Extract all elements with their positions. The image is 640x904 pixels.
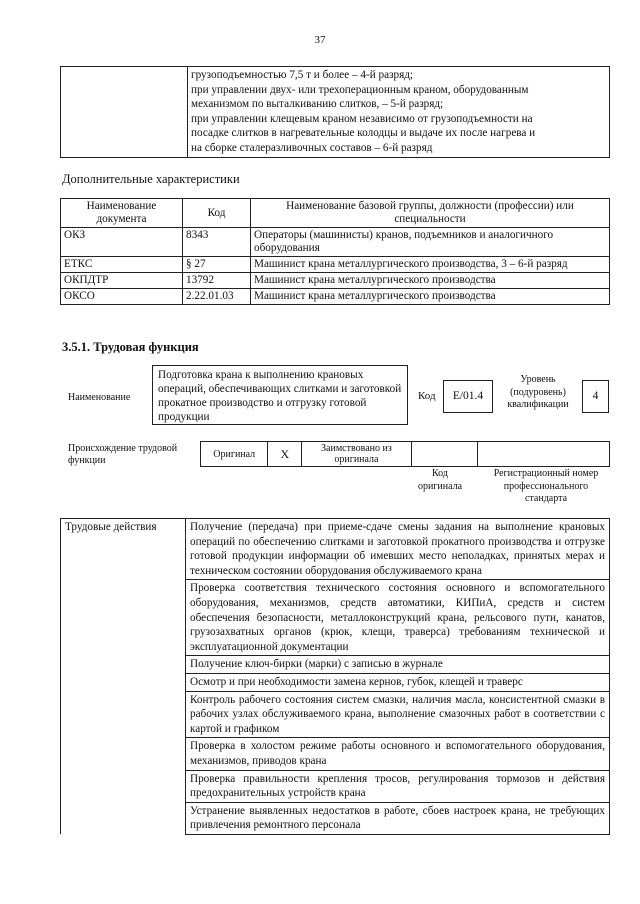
name-cell: Машинист крана металлургического производства xyxy=(251,289,610,305)
reg-number-caption: Регистрационный номер профессионального стандарта xyxy=(493,468,599,504)
origin-original-label: Оригинал xyxy=(201,442,268,467)
origin-label: Происхождение трудовой функции xyxy=(68,443,178,466)
continuation-line: посадке слитков в нагревательные колодцы и выдаче их после нагрева и xyxy=(191,127,536,140)
doc-cell: ЕТКС xyxy=(61,257,183,273)
labour-actions-table xyxy=(60,518,610,835)
labour-action-item: Проверка в холостом режиме работы основного и вспомогательного оборудования, механизмов, приводов крана xyxy=(186,738,610,770)
table-row xyxy=(61,289,610,305)
section-title: 3.5.1. Трудовая функция xyxy=(62,340,199,354)
continuation-line: механизмом по выталкиванию слитков, – 5-й разряд; xyxy=(191,98,444,111)
header-code: Код xyxy=(183,199,251,228)
origin-original-mark: X xyxy=(268,442,302,467)
doc-cell: ОКПДТР xyxy=(61,273,183,289)
code-cell: § 27 xyxy=(183,257,251,273)
labour-action-item: Получение ключ-бирки (марки) с записью в журнале xyxy=(186,656,610,674)
name-cell: Машинист крана металлургического производства, 3 – 6-й разряд xyxy=(251,257,610,273)
labour-action-item: Контроль рабочего состояния систем смазки, наличия масла, консистентной смазки в рабочих узлах обслуживаемого крана, выполнение смазочных работ в соответствии с картой и графиком xyxy=(186,691,610,738)
function-code-value: E/01.4 xyxy=(443,380,493,413)
origin-borrowed-label: Заимствовано из оригинала xyxy=(302,442,411,467)
origin-table xyxy=(200,441,610,467)
table-row xyxy=(61,228,610,257)
continuation-text-cell xyxy=(188,67,610,158)
additional-characteristics-table xyxy=(60,198,610,305)
name-cell: Машинист крана металлургического производства xyxy=(251,273,610,289)
doc-cell: ОКЗ xyxy=(61,228,183,257)
function-name-value: Подготовка крана к выполнению крановых операций, обеспечивающих слитками и заготовкой прокатное производство и отгрузку готовой продукции xyxy=(152,365,408,425)
continuation-line: на сборке сталеразливочных составов – 6-й разряд xyxy=(191,141,433,154)
code-cell: 8343 xyxy=(183,228,251,257)
continuation-empty-cell xyxy=(61,67,188,158)
function-name-label: Наименование xyxy=(68,392,131,403)
continuation-line: грузоподъемностью 7,5 т и более – 4-й разряд; xyxy=(191,69,414,81)
header-name: Наименование базовой группы, должности (профессии) или специальности xyxy=(251,199,610,228)
doc-cell: ОКСО xyxy=(61,289,183,305)
table-row xyxy=(61,519,610,580)
labour-actions-label: Трудовые действия xyxy=(61,519,186,835)
origin-reg-number-cell xyxy=(478,442,610,467)
function-code-label: Код xyxy=(418,390,436,402)
table-row xyxy=(61,273,610,289)
table-row xyxy=(61,257,610,273)
qualification-level-label: Уровень (подуровень) квалификации xyxy=(507,374,569,410)
continuation-line: при управлении двух- или трехоперационным краном, оборудованным xyxy=(191,83,529,96)
labour-action-item: Получение (передача) при приеме-сдаче смены задания на выполнение крановых операций по обеспечению слитками и заготовкой прокатного производства и отгрузке готовой продукции информации об имевших место неполадках, принятых мерах и техническом состоянии оборудования обслуживаемого крана xyxy=(186,519,610,580)
header-document: Наименование документа xyxy=(61,199,183,228)
labour-action-item: Осмотр и при необходимости замена кернов, губок, клещей и траверс xyxy=(186,673,610,691)
continuation-table xyxy=(60,66,610,158)
labour-action-item: Устранение выявленных недостатков в работе, сбоев настроек крана, не требующих привлечения ремонтного персонала xyxy=(186,802,610,834)
qualification-level-value: 4 xyxy=(582,380,609,413)
labour-action-item: Проверка соответствия технического состояния основного и вспомогательного оборудования, механизмов, средств автоматики, КИПиА, средств и систем обеспечения безопасности, металлоконструкций крана, рельсового пути, канатов, грузозахватных органов (крюк, клещи, траверса) требованиям технической и эксплуатационной документации xyxy=(186,580,610,656)
additional-characteristics-title: Дополнительные характеристики xyxy=(62,172,240,186)
origin-code-cell xyxy=(411,442,477,467)
code-cell: 13792 xyxy=(183,273,251,289)
labour-action-item: Проверка правильности крепления тросов, регулирования тормозов и действия предохранительных устройств крана xyxy=(186,770,610,802)
name-cell: Операторы (машинисты) кранов, подъемников и аналогичного оборудования xyxy=(251,228,610,257)
code-original-caption: Код оригинала xyxy=(417,468,463,492)
page-number: 37 xyxy=(314,34,326,46)
code-cell: 2.22.01.03 xyxy=(183,289,251,305)
continuation-line: при управлении клещевым краном независимо от грузоподъемности на xyxy=(191,112,533,125)
table-header-row xyxy=(61,199,610,228)
